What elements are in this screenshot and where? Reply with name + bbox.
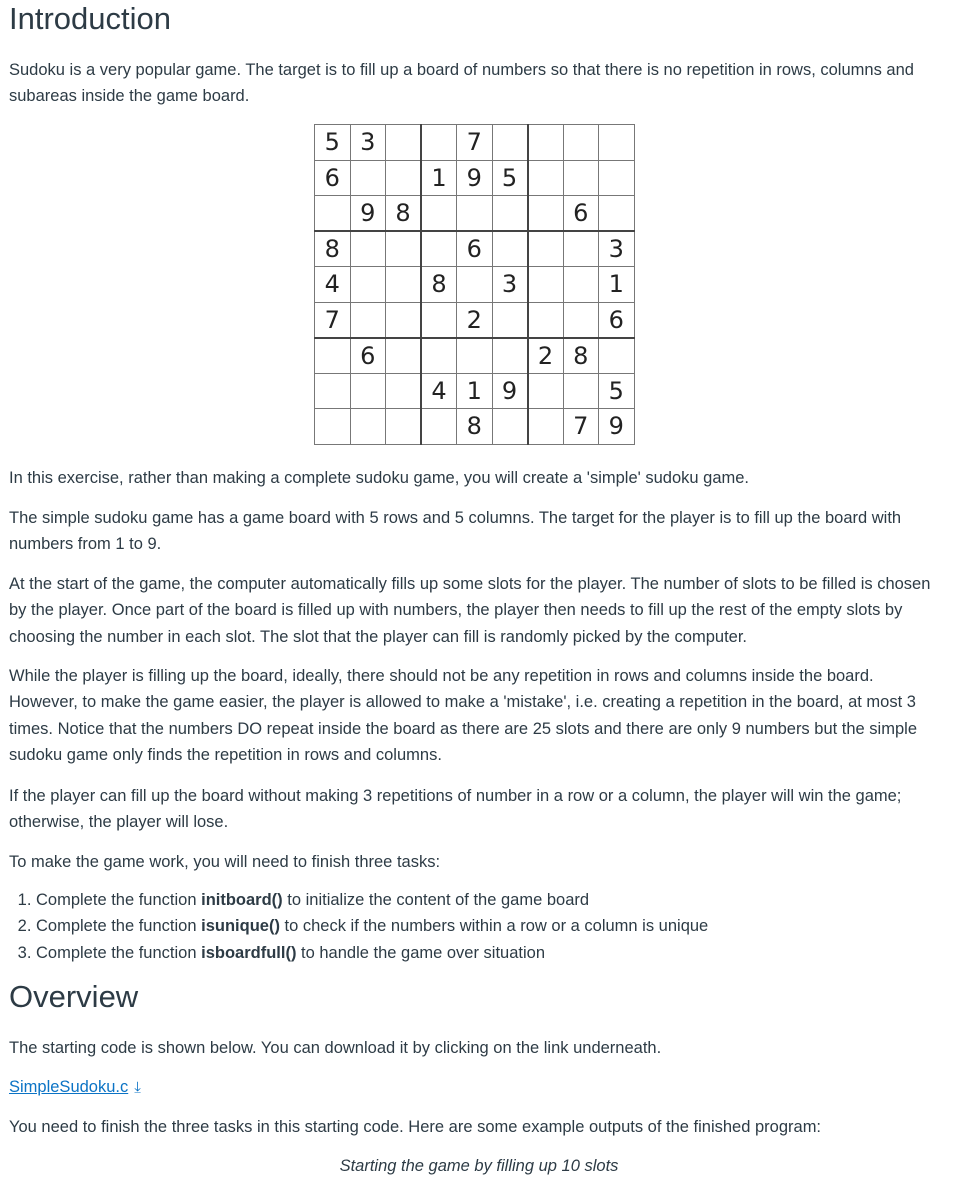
sudoku-cell xyxy=(386,373,422,409)
intro-paragraph: Sudoku is a very popular game. The target is to fill up a board of numbers so that there is no repetition in rows, columns and subareas inside the game board. xyxy=(9,61,914,106)
sudoku-cell: 1 xyxy=(421,160,457,196)
heading-overview: Overview xyxy=(9,979,139,1014)
sudoku-cell xyxy=(421,196,457,232)
sudoku-row xyxy=(315,302,635,338)
sudoku-cell: 5 xyxy=(315,125,351,161)
sudoku-row xyxy=(315,338,635,374)
sudoku-cell xyxy=(350,231,386,267)
task-function-name: initboard() xyxy=(201,891,283,909)
sudoku-cell xyxy=(350,160,386,196)
sudoku-cell xyxy=(563,267,599,303)
start-paragraph: At the start of the game, the computer automatically fills up some slots for the player. The number of slots to be filled is chosen by the player. Once part of the board is filled up with numbers, the player then needs to fill up the rest of the empty slots by choosing the number in each slot. The slot that the player can fill is randomly picked by the computer. xyxy=(9,575,931,646)
task-text: Complete the function xyxy=(36,891,202,909)
exercise-paragraph: In this exercise, rather than making a complete sudoku game, you will create a 'simple' sudoku game. xyxy=(9,469,750,487)
sudoku-cell xyxy=(350,409,386,445)
example-caption: Starting the game by filling up 10 slots xyxy=(339,1157,619,1175)
sudoku-cell: 7 xyxy=(315,302,351,338)
sudoku-cell: 7 xyxy=(457,125,493,161)
sudoku-cell xyxy=(386,338,422,374)
sudoku-cell xyxy=(599,125,635,161)
tasks-intro-paragraph: To make the game work, you will need to finish three tasks: xyxy=(9,853,441,871)
sudoku-cell xyxy=(492,231,528,267)
download-link-row xyxy=(9,1074,141,1101)
sudoku-cell xyxy=(492,338,528,374)
sudoku-row xyxy=(315,125,635,161)
sudoku-row xyxy=(315,196,635,232)
sudoku-cell: 8 xyxy=(563,338,599,374)
sudoku-cell xyxy=(350,373,386,409)
task-text: to handle the game over situation xyxy=(296,943,546,962)
sudoku-cell xyxy=(528,196,564,232)
sudoku-cell: 2 xyxy=(457,302,493,338)
sudoku-cell xyxy=(386,160,422,196)
sudoku-cell xyxy=(457,196,493,232)
sudoku-cell xyxy=(457,267,493,303)
sudoku-cell xyxy=(563,125,599,161)
sudoku-cell: 3 xyxy=(492,267,528,303)
sudoku-cell: 6 xyxy=(599,302,635,338)
mistake-paragraph: While the player is filling up the board, ideally, there should not be any repetition in rows and columns inside the board. However, to make the game easier, the player is allowed to make a 'mistake', i.e. creating a repetition in the board, at most 3 times. Notice that the numbers DO repeat inside the board as there are 25 slots and there are only 9 numbers but the simple sudoku game only finds the repetition in rows and columns. xyxy=(9,667,917,765)
heading-introduction: Introduction xyxy=(9,1,171,36)
sudoku-cell xyxy=(528,267,564,303)
task-list xyxy=(9,887,708,966)
sudoku-cell: 8 xyxy=(421,267,457,303)
sudoku-cell xyxy=(563,302,599,338)
sudoku-cell xyxy=(386,267,422,303)
sudoku-row xyxy=(315,160,635,196)
sudoku-cell: 8 xyxy=(457,409,493,445)
task-item xyxy=(36,887,708,913)
sudoku-cell: 9 xyxy=(599,409,635,445)
sudoku-cell xyxy=(457,338,493,374)
sudoku-cell xyxy=(350,302,386,338)
sudoku-cell: 9 xyxy=(457,160,493,196)
sudoku-cell xyxy=(563,231,599,267)
sudoku-cell xyxy=(421,125,457,161)
sudoku-cell: 6 xyxy=(350,338,386,374)
sudoku-cell xyxy=(421,338,457,374)
examples-paragraph: You need to finish the three tasks in this starting code. Here are some example outputs of the finished program: xyxy=(9,1118,822,1136)
sudoku-cell: 7 xyxy=(563,409,599,445)
task-text: Complete the function xyxy=(36,917,202,936)
sudoku-cell: 6 xyxy=(457,231,493,267)
sudoku-cell xyxy=(492,302,528,338)
sudoku-cell: 4 xyxy=(315,267,351,303)
sudoku-cell: 3 xyxy=(599,231,635,267)
sudoku-cell: 6 xyxy=(315,160,351,196)
task-text: to initialize the content of the game board xyxy=(282,891,590,909)
sudoku-cell xyxy=(528,409,564,445)
sudoku-cell xyxy=(599,196,635,232)
sudoku-cell xyxy=(421,409,457,445)
sudoku-cell: 3 xyxy=(350,125,386,161)
sudoku-cell xyxy=(528,231,564,267)
sudoku-row xyxy=(315,373,635,409)
sudoku-cell xyxy=(492,409,528,445)
sudoku-cell: 5 xyxy=(599,373,635,409)
sudoku-cell xyxy=(386,125,422,161)
sudoku-cell xyxy=(528,125,564,161)
task-item xyxy=(36,940,708,966)
sudoku-cell xyxy=(386,231,422,267)
sudoku-cell: 1 xyxy=(599,267,635,303)
sudoku-cell xyxy=(492,196,528,232)
board-paragraph: The simple sudoku game has a game board with 5 rows and 5 columns. The target for the player is to fill up the board with numbers from 1 to 9. xyxy=(9,509,902,554)
sudoku-cell xyxy=(315,338,351,374)
sudoku-cell xyxy=(528,302,564,338)
sudoku-cell xyxy=(350,267,386,303)
sudoku-row xyxy=(315,409,635,445)
sudoku-cell xyxy=(386,409,422,445)
sudoku-cell xyxy=(599,160,635,196)
sudoku-grid xyxy=(314,124,635,445)
sudoku-cell: 5 xyxy=(492,160,528,196)
sudoku-cell xyxy=(563,373,599,409)
sudoku-cell xyxy=(315,373,351,409)
sudoku-cell xyxy=(528,373,564,409)
win-paragraph: If the player can fill up the board without making 3 repetitions of number in a row or a column, the player will win the game; otherwise, the player will lose. xyxy=(9,787,902,832)
sudoku-cell: 8 xyxy=(315,231,351,267)
sudoku-cell xyxy=(563,160,599,196)
task-function-name: isboardfull() xyxy=(201,943,297,962)
download-link[interactable]: SimpleSudoku.c xyxy=(9,1078,129,1096)
overview-paragraph: The starting code is shown below. You can download it by clicking on the link underneath. xyxy=(9,1039,662,1057)
sudoku-cell xyxy=(315,196,351,232)
task-text: to check if the numbers within a row or a column is unique xyxy=(279,917,709,936)
sudoku-cell: 9 xyxy=(350,196,386,232)
sudoku-cell xyxy=(528,160,564,196)
sudoku-cell xyxy=(386,302,422,338)
task-function-name: isunique() xyxy=(201,917,280,936)
sudoku-cell: 2 xyxy=(528,338,564,374)
sudoku-cell xyxy=(421,231,457,267)
task-item xyxy=(36,913,708,939)
sudoku-cell: 1 xyxy=(457,373,493,409)
sudoku-cell xyxy=(315,409,351,445)
sudoku-cell: 8 xyxy=(386,196,422,232)
sudoku-example-board xyxy=(314,124,644,454)
sudoku-cell: 4 xyxy=(421,373,457,409)
sudoku-row xyxy=(315,231,635,267)
sudoku-cell: 6 xyxy=(563,196,599,232)
sudoku-cell xyxy=(492,125,528,161)
sudoku-row xyxy=(315,267,635,303)
sudoku-cell xyxy=(421,302,457,338)
task-text: Complete the function xyxy=(36,943,202,962)
download-arrow-icon[interactable]: ⤓ xyxy=(134,1079,141,1096)
sudoku-cell: 9 xyxy=(492,373,528,409)
sudoku-cell xyxy=(599,338,635,374)
